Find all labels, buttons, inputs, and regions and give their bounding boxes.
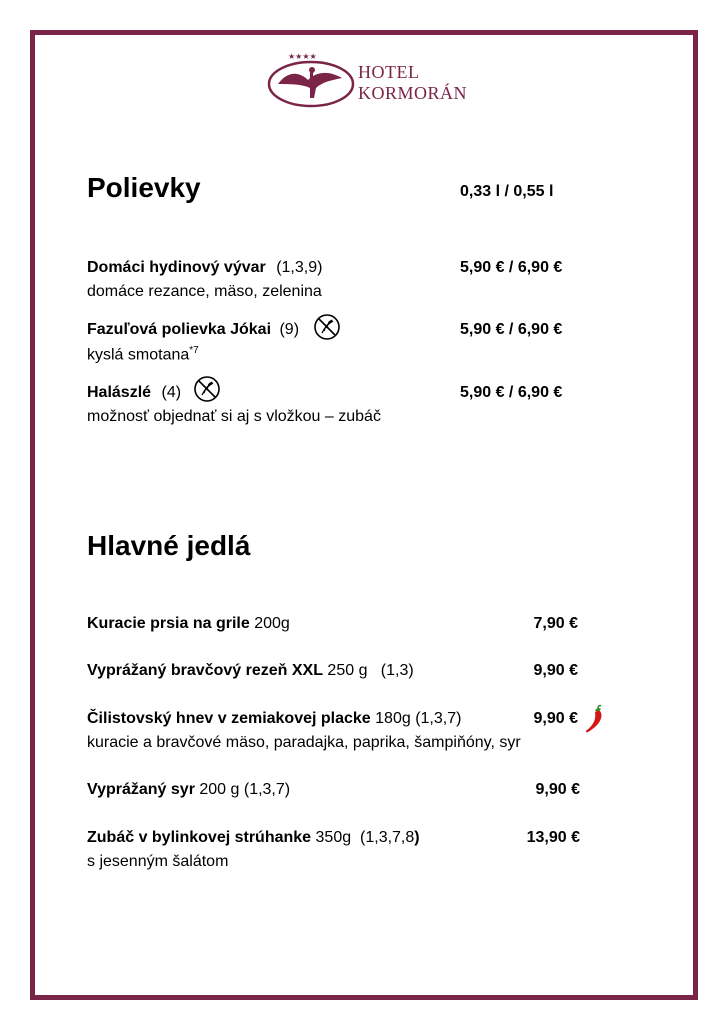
- soup-name: Fazuľová polievka Jókai: [87, 321, 272, 338]
- main-extra: 200g: [254, 615, 290, 632]
- main-price: 7,90 €: [533, 615, 578, 632]
- gluten-free-icon: [193, 375, 221, 403]
- soup-allergens: (1,3,9): [276, 259, 323, 276]
- main-description: s jesenným šalátom: [87, 853, 229, 870]
- main-price: 9,90 €: [533, 662, 578, 679]
- main-extra: 350g (1,3,7,8: [315, 829, 415, 846]
- soup-name: Domáci hydinový vývar: [87, 259, 266, 276]
- main-name: Kuracie prsia na grile: [87, 615, 250, 632]
- main-price: 9,90 €: [533, 710, 578, 727]
- soup-description: možnosť objednať si aj s vložkou – zubáč: [87, 408, 381, 425]
- main-name: Vyprážaný bravčový rezeň XXL: [87, 662, 323, 679]
- brand-name-line1: HOTEL: [358, 62, 420, 82]
- svg-text:★★★★: ★★★★: [288, 52, 317, 61]
- main-name: Zubáč v bylinkovej strúhanke: [87, 829, 312, 846]
- allergen-footnote: *7: [189, 345, 199, 356]
- soup-description: domáce rezance, mäso, zelenina: [87, 283, 322, 300]
- soups-volumes: 0,33 l / 0,55 l: [460, 183, 554, 200]
- soup-allergens: (4): [161, 384, 182, 401]
- soup-price: 5,90 € / 6,90 €: [460, 321, 563, 338]
- main-extra: 250 g (1,3): [327, 662, 414, 679]
- main-price: 9,90 €: [535, 781, 580, 798]
- gluten-free-icon: [313, 313, 341, 341]
- main-name: Čilistovský hnev v zemiakovej placke: [87, 710, 371, 727]
- main-description: kuracie a bravčové mäso, paradajka, paprika, šampiňóny, syr: [87, 734, 521, 751]
- soup-price: 5,90 € / 6,90 €: [460, 259, 563, 276]
- soup-name: Halászlé: [87, 384, 152, 401]
- soup-price: 5,90 € / 6,90 €: [460, 384, 563, 401]
- hotel-logo: [266, 50, 476, 110]
- main-name: Vyprážaný syr: [87, 781, 195, 798]
- main-price: 13,90 €: [526, 829, 580, 846]
- soup-description: kyslá smotana: [87, 346, 190, 364]
- main-extra: 180g (1,3,7): [375, 710, 462, 727]
- main-extra-bold: ): [414, 829, 420, 846]
- chili-pepper-icon: [582, 704, 612, 736]
- soup-allergens: (9): [279, 321, 300, 338]
- brand-name-line2: KORMORÁN: [358, 83, 468, 103]
- cormorant-emblem-icon: [266, 50, 358, 110]
- soups-heading: Polievky: [87, 172, 201, 203]
- main-extra: 200 g (1,3,7): [199, 781, 291, 798]
- mains-heading: Hlavné jedlá: [87, 530, 251, 561]
